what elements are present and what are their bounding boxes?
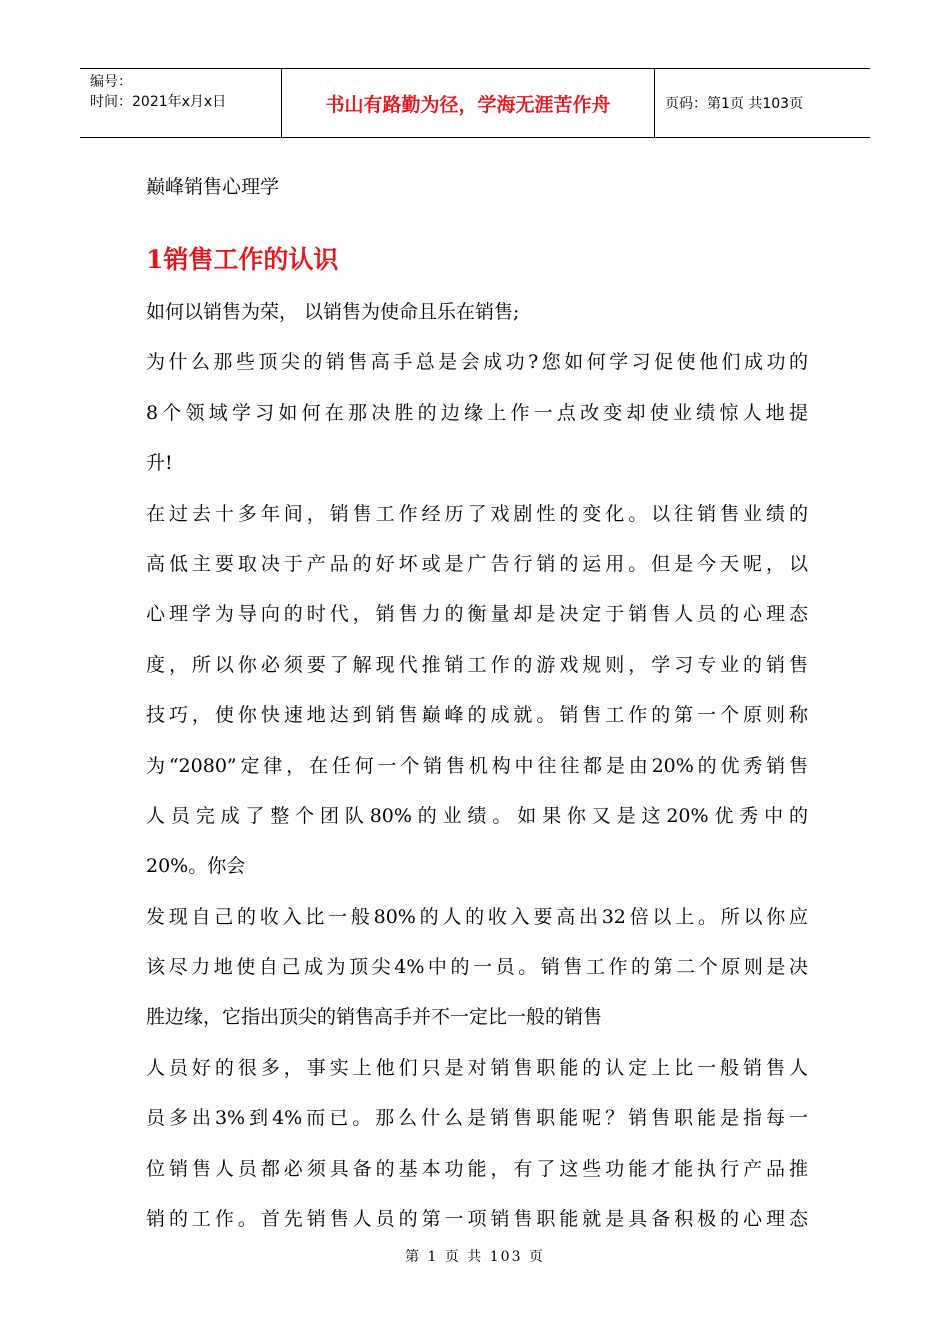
text-line: 8个领域学习如何在那决胜的边缘上作一点改变却使业绩惊人地提 xyxy=(146,401,808,424)
text-line: 位销售人员都必须具备的基本功能，有了这些功能才能执行产品推 xyxy=(146,1157,808,1180)
text-line: 如何以销售为荣， 以销售为使命且乐在销售; xyxy=(146,301,520,323)
header-table xyxy=(80,68,870,138)
body-text xyxy=(146,287,808,1244)
section-heading: 1销售工作的认识 xyxy=(146,245,339,274)
text-line: 发现自己的收入比一般80%的人的收入要高出32倍以上。所以你应 xyxy=(146,905,808,928)
document-title: 巅峰销售心理学 xyxy=(146,176,280,198)
text-line: 人员完成了整个团队80%的业绩。如果你又是这20%优秀中的 xyxy=(146,804,808,827)
document-number-label: 编号： xyxy=(90,74,132,90)
text-line: 人员好的很多，事实上他们只是对销售职能的认定上比一般销售人 xyxy=(146,1056,808,1079)
text-line: 升! xyxy=(146,452,173,475)
header-meta-cell xyxy=(80,69,282,137)
header-page-info: 页码：第1页 共103页 xyxy=(665,96,804,112)
text-line: 20%。你会 xyxy=(146,855,246,878)
text-line: 员多出3%到4%而已。那么什么是销售职能呢？销售职能是指每一 xyxy=(146,1107,808,1130)
text-line: 心理学为导向的时代，销售力的衡量却是决定于销售人员的心理态 xyxy=(146,603,808,626)
document-time-label: 时间：2021年x月x日 xyxy=(90,94,227,110)
text-line: 高低主要取决于产品的好坏或是广告行销的运用。但是今天呢，以 xyxy=(146,552,808,575)
text-line: 为什么那些顶尖的销售高手总是会成功?您如何学习促使他们成功的 xyxy=(146,351,808,374)
page-footer: 第 1 页 共 103 页 xyxy=(405,1249,545,1265)
text-line: 销的工作。首先销售人员的第一项销售职能就是具备积极的心理态 xyxy=(146,1208,808,1231)
text-line: 技巧，使你快速地达到销售巅峰的成就。销售工作的第一个原则称 xyxy=(146,704,808,727)
header-motto: 书山有路勤为径，学海无涯苦作舟 xyxy=(282,69,655,137)
text-line: 度，所以你必须要了解现代推销工作的游戏规则，学习专业的销售 xyxy=(146,653,808,676)
text-line: 为“2080”定律，在任何一个销售机构中往往都是由20%的优秀销售 xyxy=(146,754,808,777)
text-line: 在过去十多年间，销售工作经历了戏剧性的变化。以往销售业绩的 xyxy=(146,502,808,525)
text-line: 该尽力地使自己成为顶尖4%中的一员。销售工作的第二个原则是决 xyxy=(146,956,808,979)
text-line: 胜边缘，它指出顶尖的销售高手并不一定比一般的销售 xyxy=(146,1006,603,1029)
